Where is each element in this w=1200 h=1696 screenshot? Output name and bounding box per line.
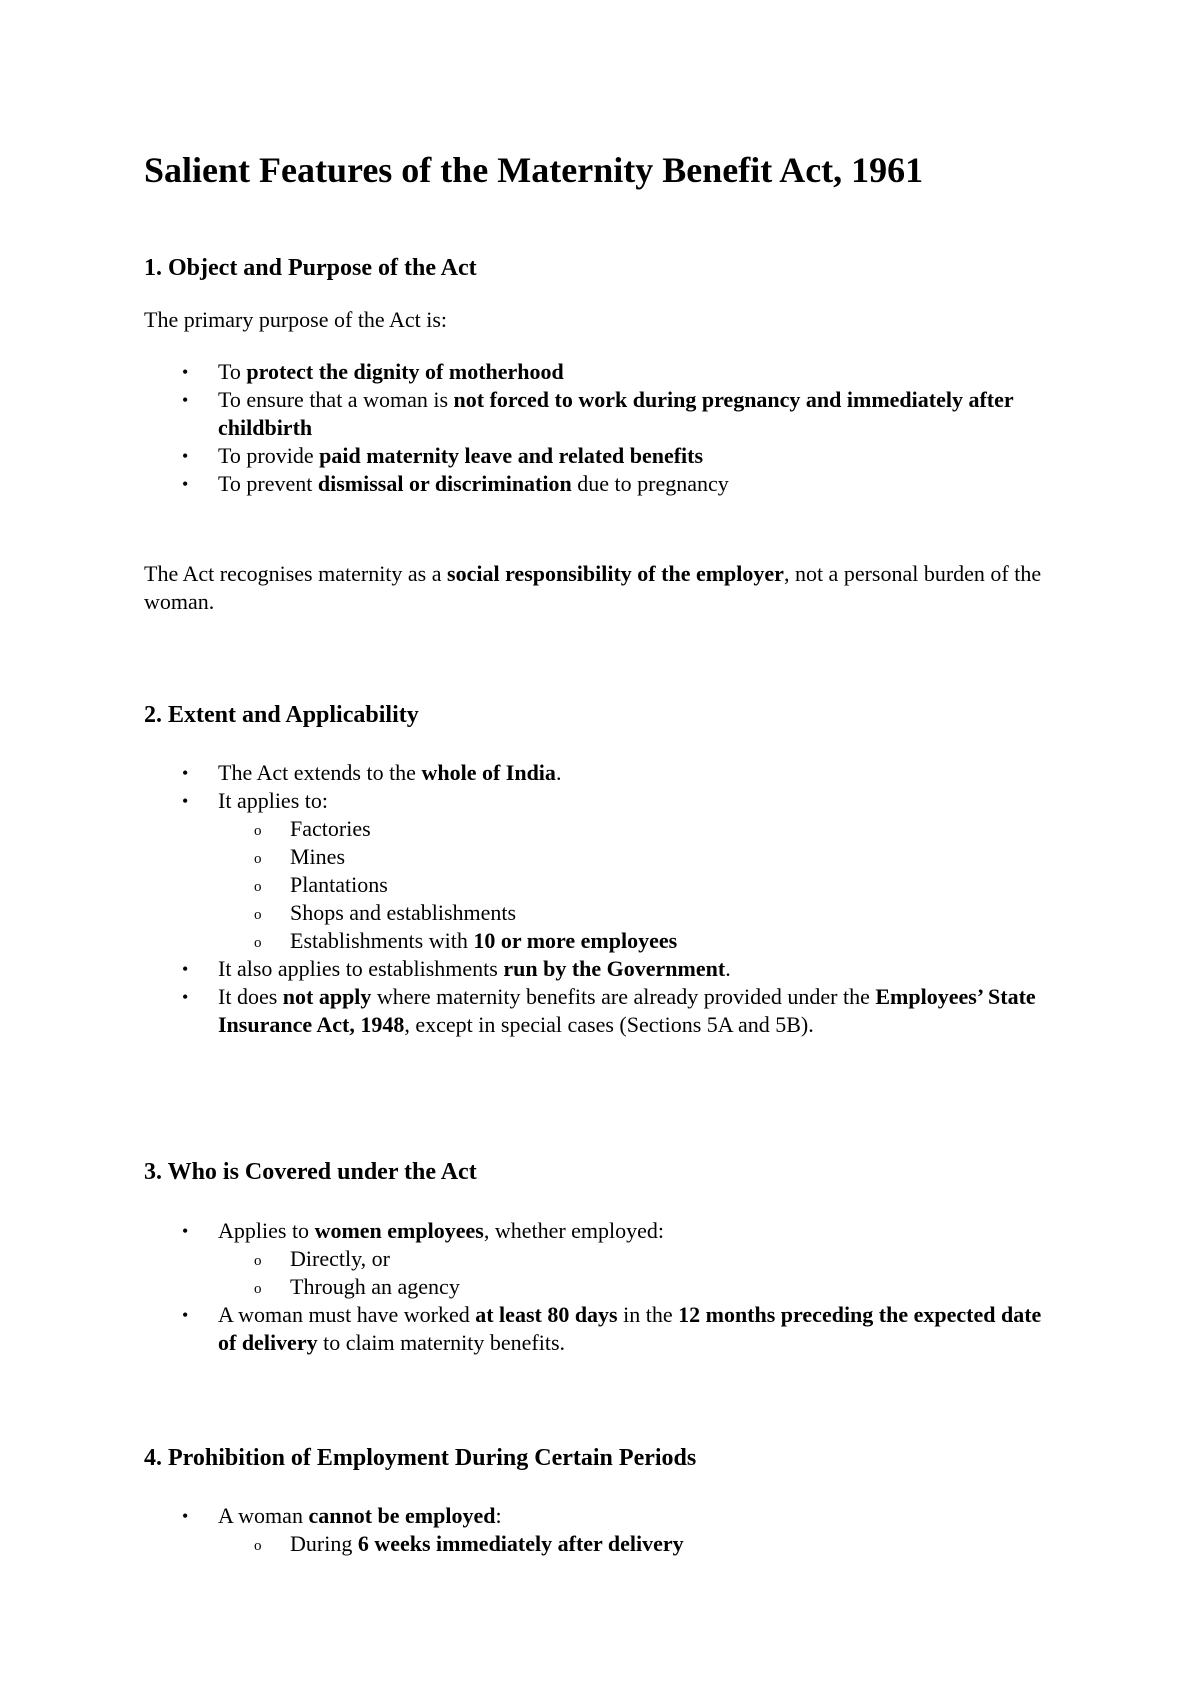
bullet-icon: • bbox=[182, 390, 189, 410]
bullet-icon: • bbox=[182, 959, 189, 979]
section-1-intro: The primary purpose of the Act is: bbox=[144, 307, 448, 332]
list-item: • Applies to women employees, whether employed: o Directly, or o Through an agency bbox=[144, 1217, 1064, 1301]
circle-bullet-icon: o bbox=[254, 1538, 262, 1554]
list-item: • To protect the dignity of motherhood bbox=[182, 359, 564, 384]
section-heading-2: 2. Extent and Applicability bbox=[144, 702, 419, 728]
circle-bullet-icon: o bbox=[254, 935, 262, 951]
circle-bullet-icon: o bbox=[254, 1281, 262, 1297]
list-item: • A woman must have worked at least 80 days in the 12 months preceding the expected date of delivery to claim maternity benefits. bbox=[182, 1302, 1042, 1355]
list-item: • It also applies to establishments run by the Government. bbox=[182, 956, 731, 981]
section-2-list bbox=[144, 759, 1064, 1039]
sub-list-item: o Shops and establishments bbox=[216, 899, 1064, 927]
bullet-icon: • bbox=[182, 1221, 189, 1241]
section-2-sublist bbox=[218, 815, 1064, 955]
bullet-icon: • bbox=[182, 1305, 189, 1325]
circle-bullet-icon: o bbox=[254, 879, 262, 895]
sub-list-item: o Mines bbox=[216, 843, 1064, 871]
sub-list-item: o Plantations bbox=[216, 871, 1064, 899]
list-item: • To ensure that a woman is not forced to work during pregnancy and immediately after childbirth bbox=[182, 387, 1014, 440]
list-item: • A woman cannot be employed: o During 6 weeks immediately after delivery bbox=[144, 1502, 1064, 1558]
list-item: • The Act extends to the whole of India. bbox=[182, 760, 562, 785]
sub-list-item: o Factories bbox=[216, 815, 1064, 843]
list-item: • It does not apply where maternity benefits are already provided under the Employees’ State Insurance Act, 1948, except in special cases (Sections 5A and 5B). bbox=[182, 984, 1036, 1037]
bullet-icon: • bbox=[182, 362, 189, 382]
circle-bullet-icon: o bbox=[254, 851, 262, 867]
bullet-icon: • bbox=[182, 1506, 189, 1526]
sub-list-item: o Through an agency bbox=[216, 1273, 1064, 1301]
sub-list-item: o Establishments with 10 or more employees bbox=[216, 927, 1064, 955]
section-heading-1: 1. Object and Purpose of the Act bbox=[144, 255, 477, 281]
bullet-icon: • bbox=[182, 474, 189, 494]
section-4-sublist bbox=[218, 1530, 1064, 1558]
section-1-closing: The Act recognises maternity as a social responsibility of the employer, not a personal burden of the woman. bbox=[144, 561, 1042, 614]
sub-list-item: o During 6 weeks immediately after delivery bbox=[216, 1530, 1064, 1558]
circle-bullet-icon: o bbox=[254, 1253, 262, 1269]
circle-bullet-icon: o bbox=[254, 907, 262, 923]
page-title: Salient Features of the Maternity Benefit Act, 1961 bbox=[144, 150, 924, 190]
bullet-icon: • bbox=[182, 763, 189, 783]
bullet-icon: • bbox=[182, 446, 189, 466]
section-3-list bbox=[144, 1217, 1064, 1357]
section-1-list bbox=[144, 358, 1064, 498]
section-heading-4: 4. Prohibition of Employment During Certain Periods bbox=[144, 1445, 697, 1471]
sub-list-item: o Directly, or bbox=[216, 1245, 1064, 1273]
circle-bullet-icon: o bbox=[254, 823, 262, 839]
list-item: • To prevent dismissal or discrimination due to pregnancy bbox=[182, 471, 729, 496]
section-3-sublist bbox=[218, 1245, 1064, 1301]
list-item: • It applies to: o Factories o Mines o Plantations o Shops and establishments o Establishments with 10 or more employees bbox=[144, 787, 1064, 955]
bullet-icon: • bbox=[182, 987, 189, 1007]
list-item: • To provide paid maternity leave and related benefits bbox=[182, 443, 704, 468]
bullet-icon: • bbox=[182, 791, 189, 811]
section-4-list bbox=[144, 1502, 1064, 1558]
section-heading-3: 3. Who is Covered under the Act bbox=[144, 1159, 477, 1185]
